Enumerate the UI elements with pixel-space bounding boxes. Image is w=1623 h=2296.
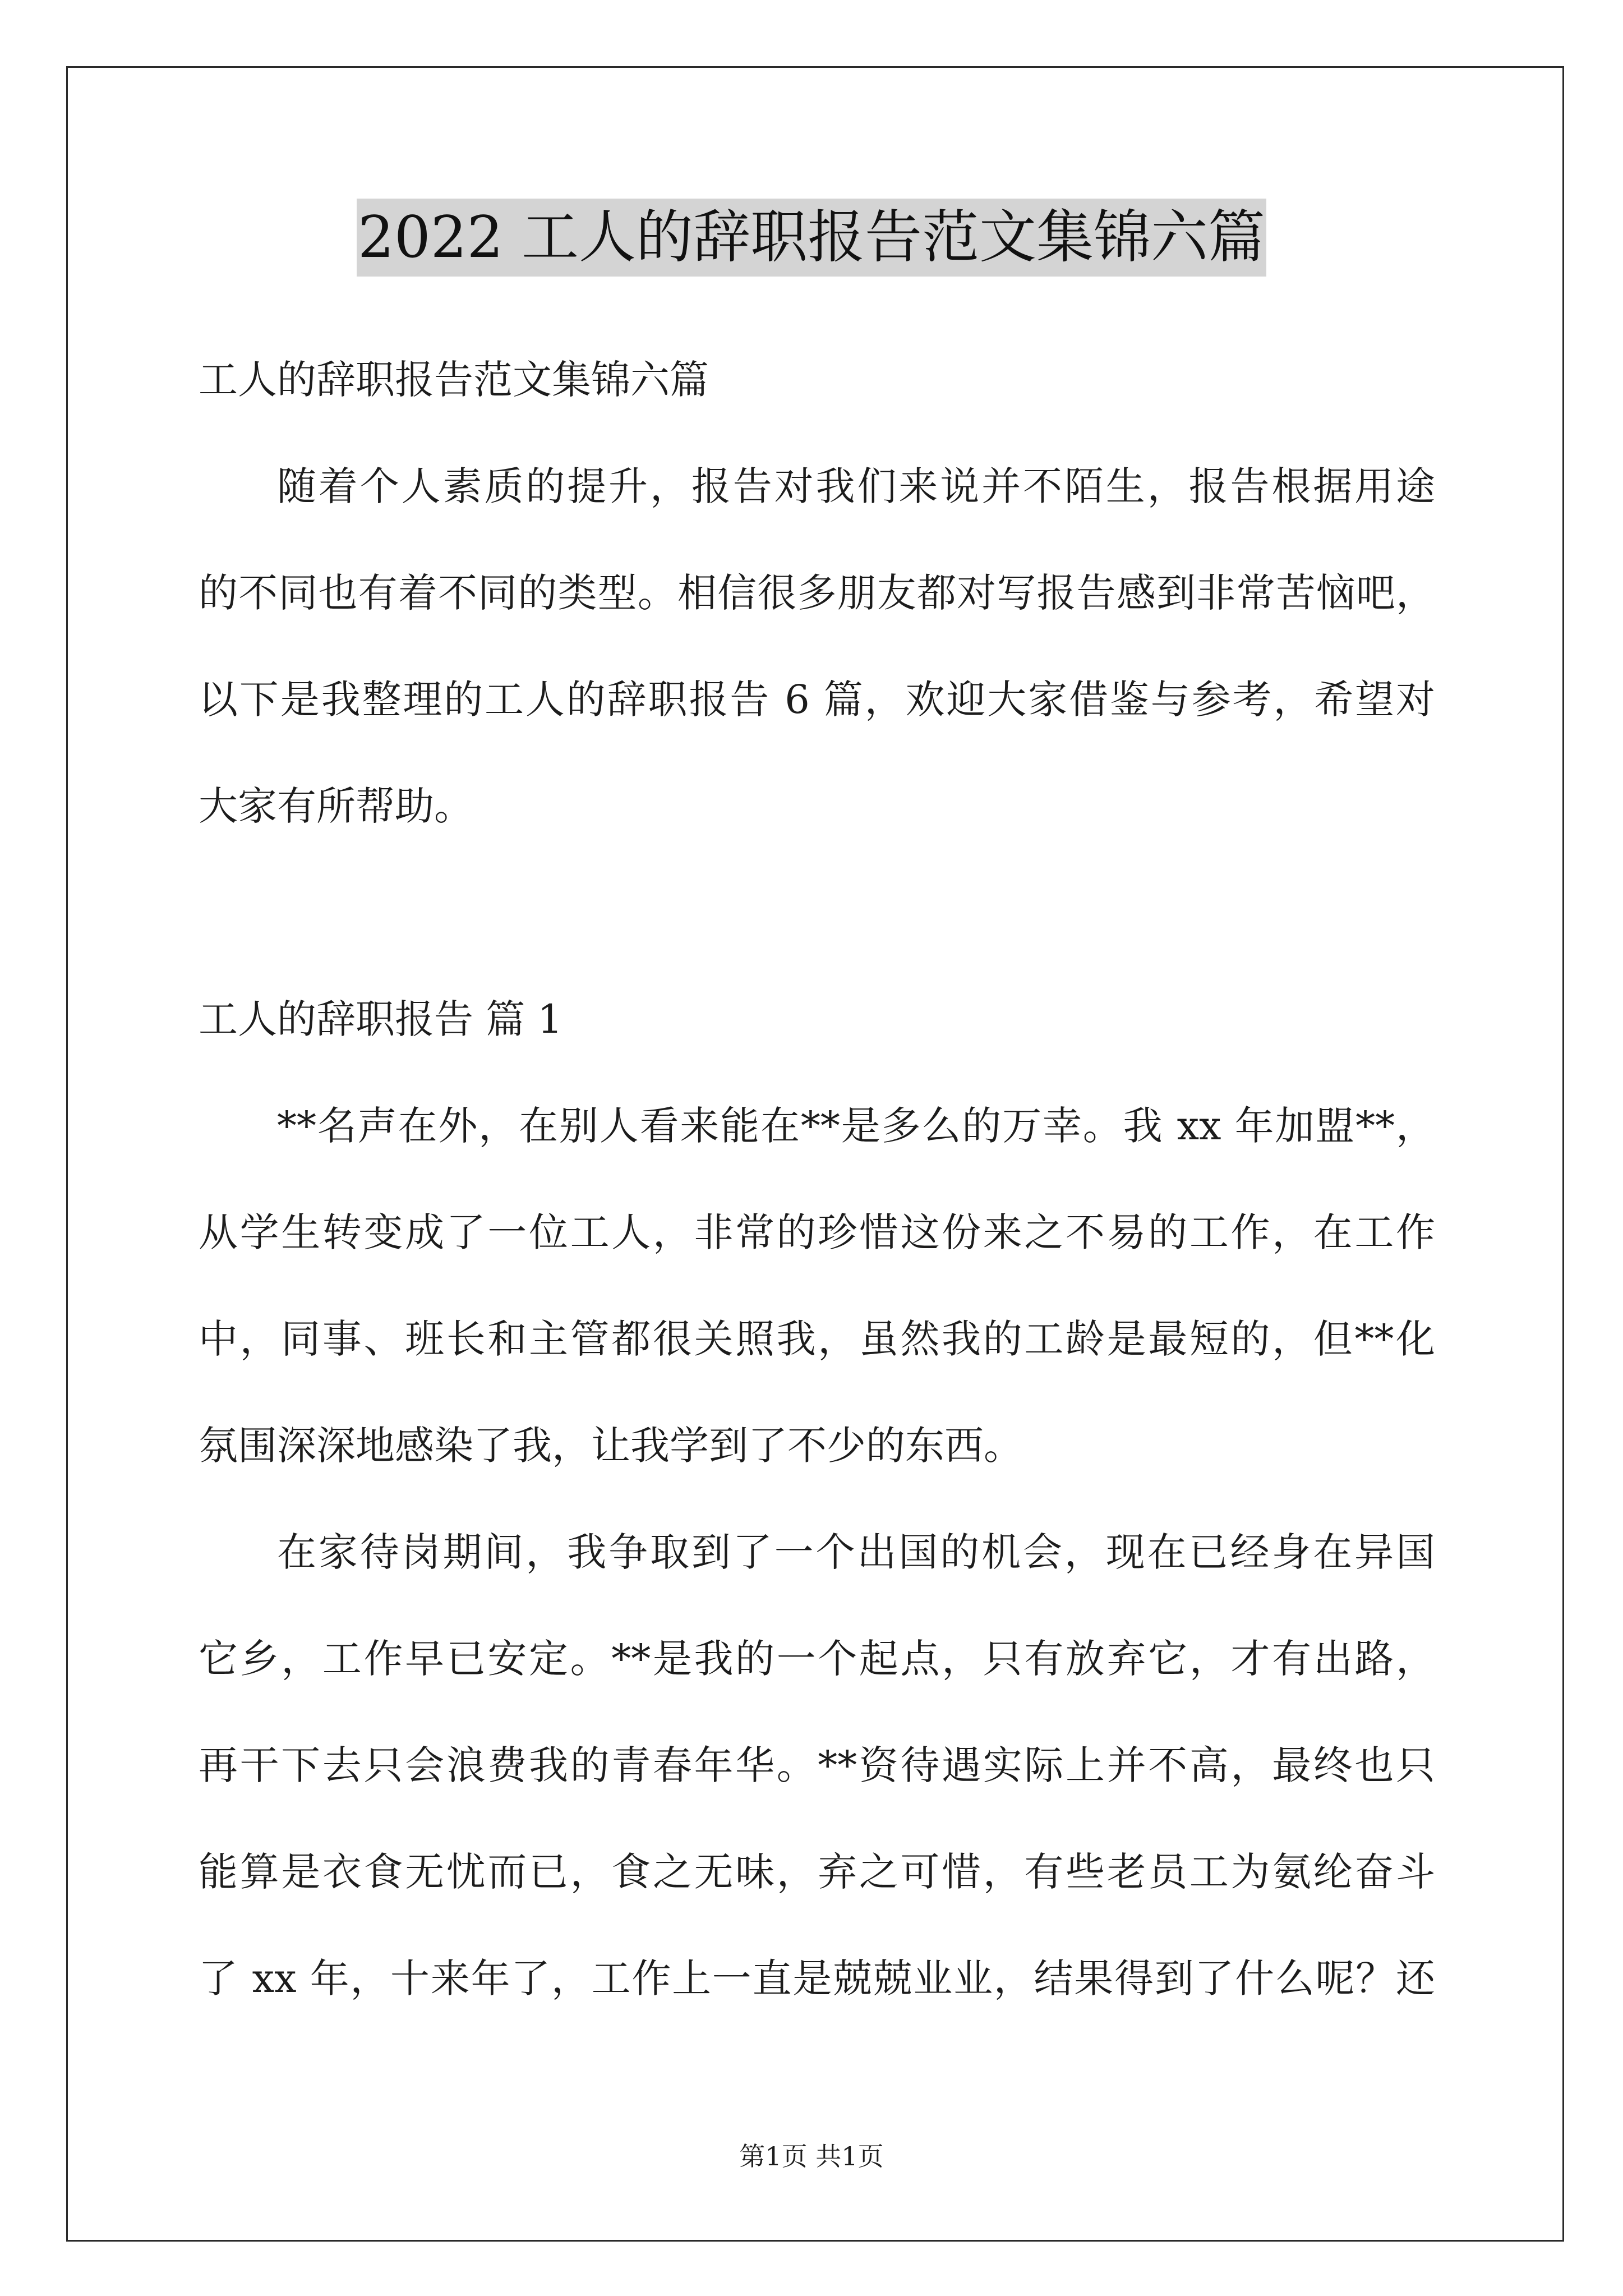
text-line: 了 xx 年，十来年了，工作上一直是兢兢业业，结果得到了什么呢？还 xyxy=(199,1955,1435,2001)
section-heading: 工人的辞职报告 篇 1 xyxy=(199,996,563,1042)
document-title: 2022 工人的辞职报告范文集锦六篇 xyxy=(357,199,1266,277)
intro-paragraph xyxy=(199,433,1435,859)
text-line: 在家待岗期间，我争取到了一个出国的机会，现在已经身在异国 xyxy=(277,1529,1435,1575)
document-subtitle: 工人的辞职报告范文集锦六篇 xyxy=(199,357,709,403)
text-line: 的不同也有着不同的类型。相信很多朋友都对写报告感到非常苦恼吧， xyxy=(199,570,1435,616)
text-line: 以下是我整理的工人的辞职报告 6 篇，欢迎大家借鉴与参考，希望对 xyxy=(199,677,1435,723)
document-body xyxy=(199,326,1435,2032)
text-line: 从学生转变成了一位工人，非常的珍惜这份来之不易的工作，在工作 xyxy=(199,1209,1435,1255)
paragraph xyxy=(199,1499,1435,2032)
text-line: **名声在外，在别人看来能在**是多么的万幸。我 xx 年加盟**， xyxy=(277,1103,1435,1149)
blank-line xyxy=(199,859,1435,966)
page-footer: 第1页 共1页 xyxy=(739,2141,884,2171)
title-container xyxy=(0,199,1623,277)
text-line: 再干下去只会浪费我的青春年华。**资待遇实际上并不高，最终也只 xyxy=(199,1742,1435,1788)
text-line: 大家有所帮助。 xyxy=(199,783,473,829)
text-line: 随着个人素质的提升，报告对我们来说并不陌生，报告根据用途 xyxy=(277,463,1435,509)
text-line: 中，同事、班长和主管都很关照我，虽然我的工龄是最短的，但**化 xyxy=(199,1316,1435,1362)
text-line: 它乡，工作早已安定。**是我的一个起点，只有放弃它，才有出路， xyxy=(199,1636,1435,1682)
text-line: 能算是衣食无忧而已，食之无味，弃之可惜，有些老员工为氨纶奋斗 xyxy=(199,1849,1435,1895)
paragraph xyxy=(199,1073,1435,1499)
text-line: 氛围深深地感染了我，让我学到了不少的东西。 xyxy=(199,1423,1023,1469)
